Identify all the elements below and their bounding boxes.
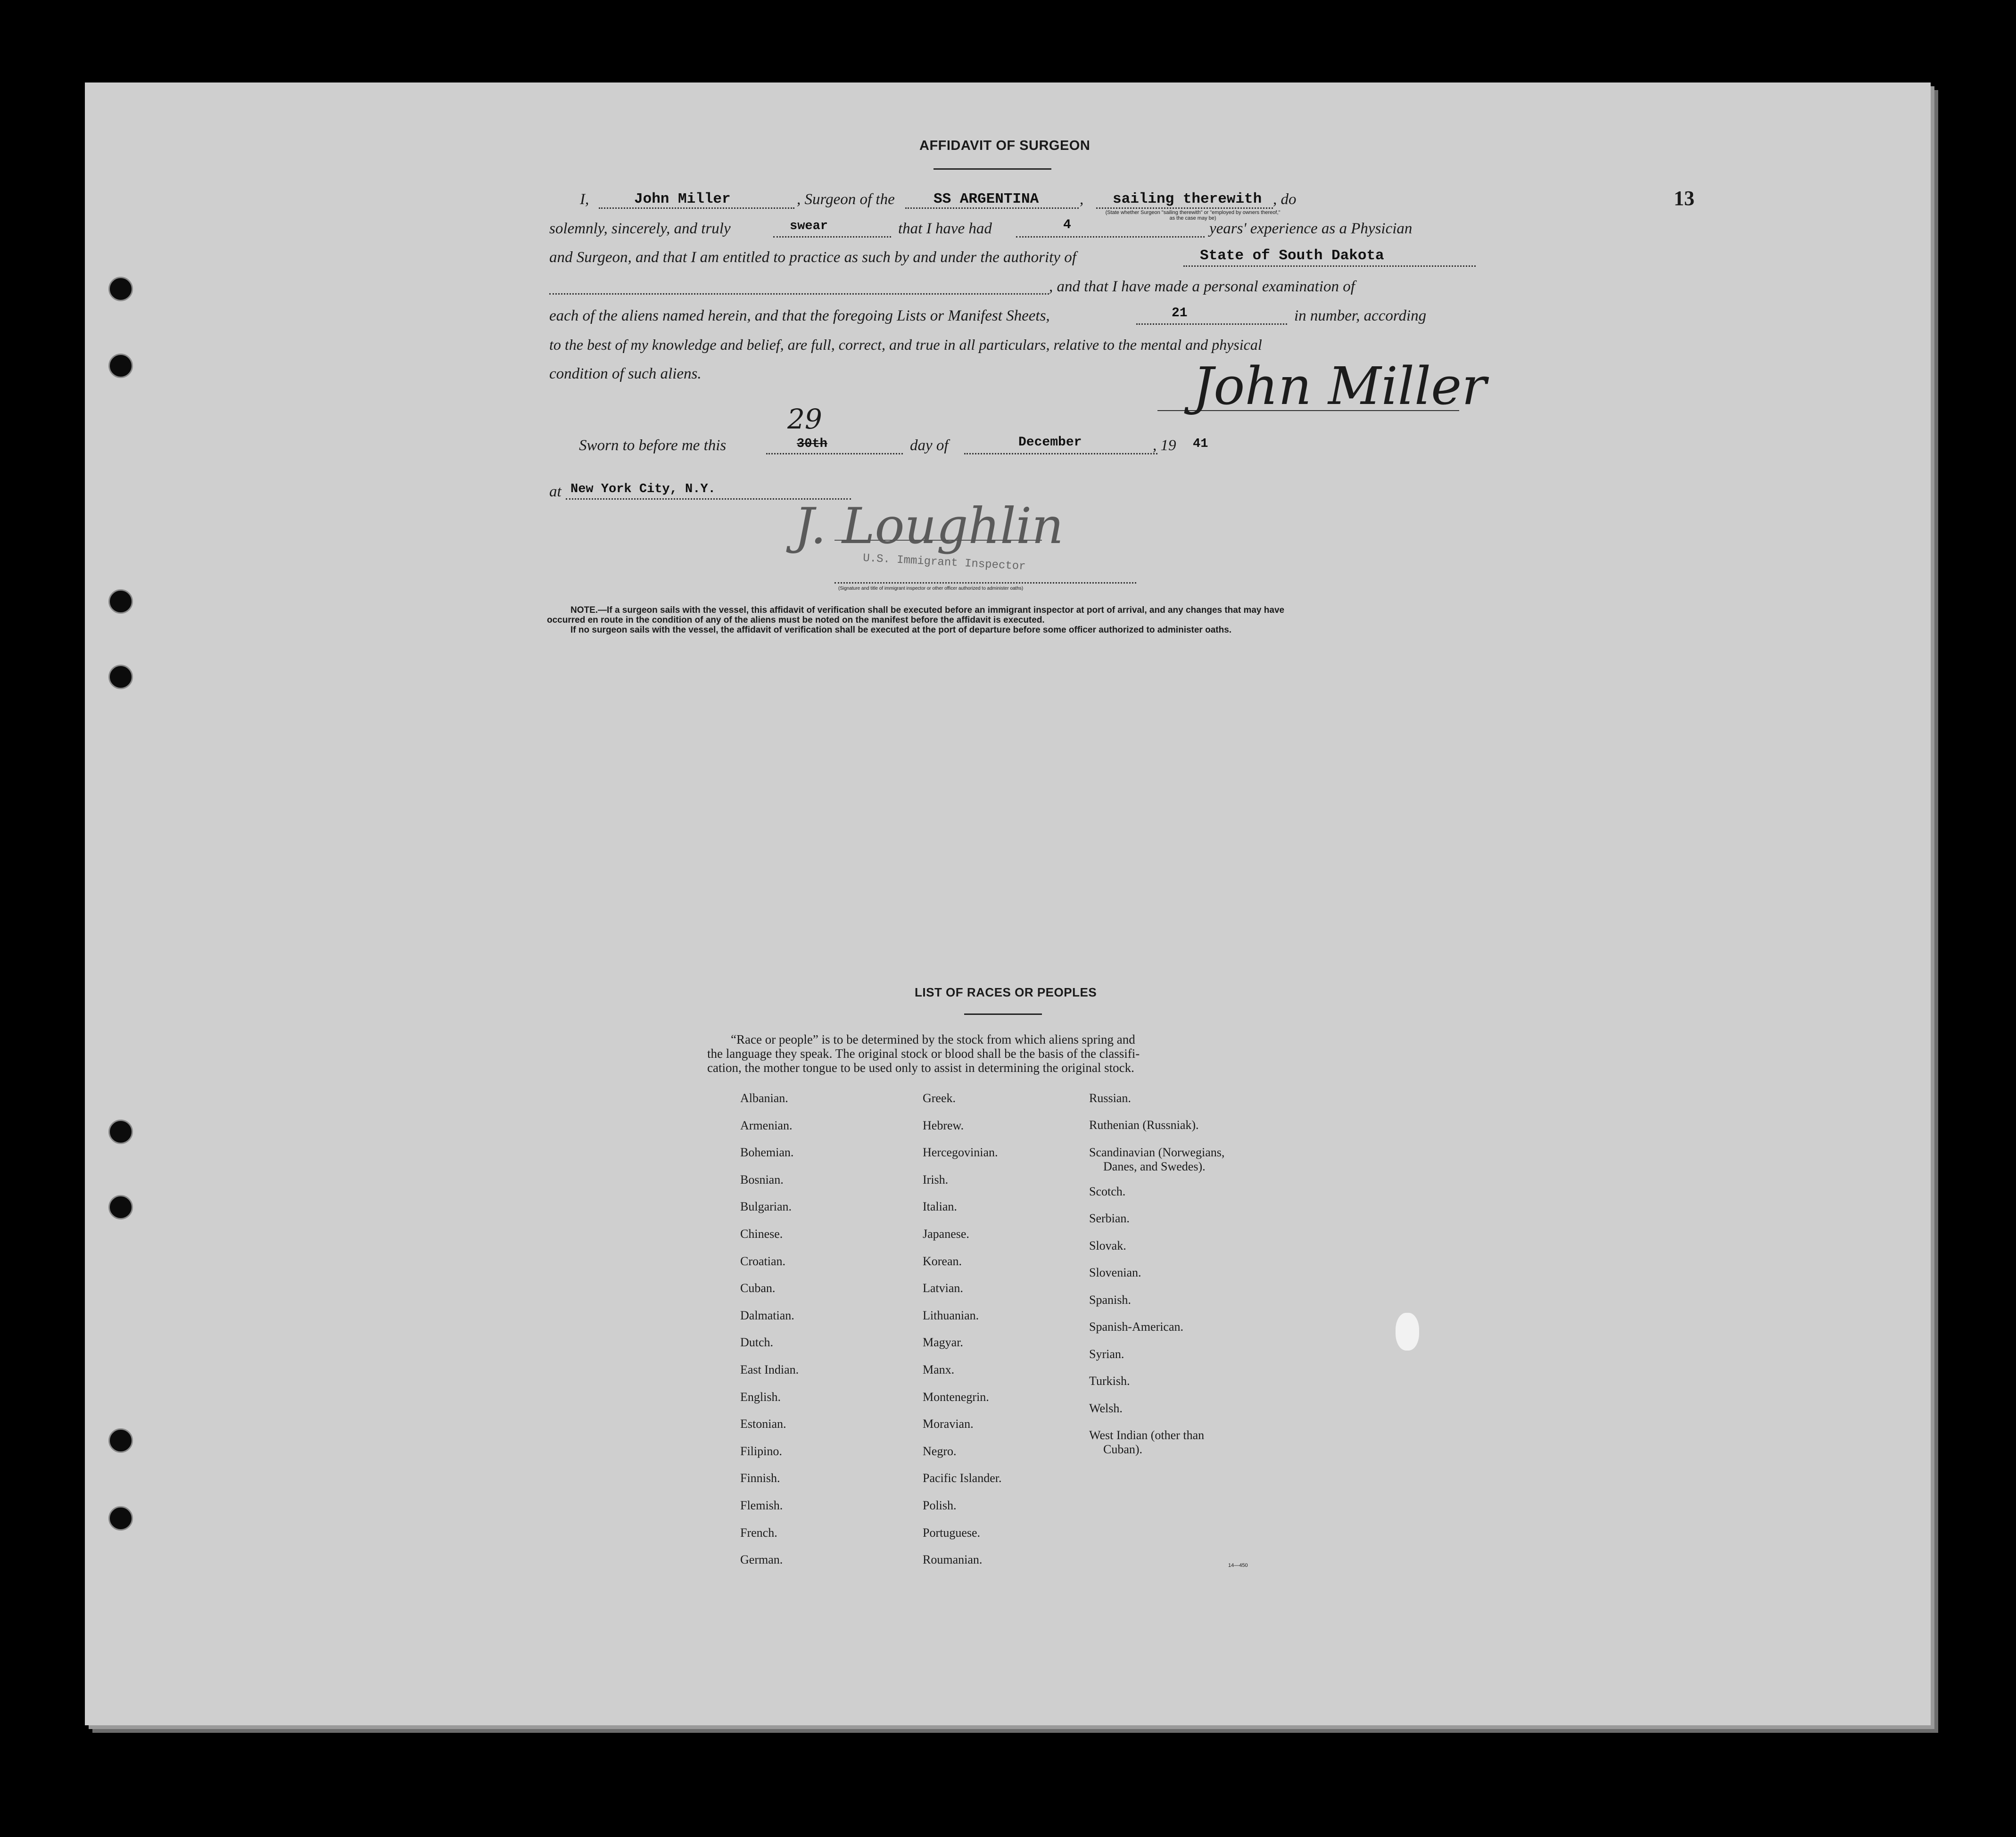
- binder-hole: [108, 1195, 133, 1219]
- race-list-item: Slovenian.: [1089, 1266, 1141, 1279]
- race-list-item: Roumanian.: [923, 1553, 983, 1567]
- race-list-item: Manx.: [923, 1363, 955, 1376]
- race-list-item: Serbian.: [1089, 1211, 1130, 1225]
- race-list-item: Bosnian.: [740, 1172, 784, 1186]
- years-experience-field: 4: [1063, 218, 1071, 232]
- inspector-stamp: U.S. Immigrant Inspector: [862, 552, 1026, 574]
- race-list-item: Hebrew.: [923, 1118, 964, 1132]
- affidavit-text: at: [549, 483, 562, 500]
- race-list-item: English.: [740, 1390, 781, 1404]
- sworn-day-typed: 30th: [797, 437, 827, 451]
- affidavit-text: , and that I have made a personal examination of: [1049, 278, 1355, 295]
- field-line: [549, 293, 1049, 295]
- race-list-item: Lithuanian.: [923, 1308, 979, 1322]
- race-list-item: Welsh.: [1089, 1401, 1123, 1415]
- binder-hole: [108, 589, 133, 614]
- race-list-item: Dutch.: [740, 1335, 774, 1350]
- title-underline: [934, 168, 1051, 170]
- sworn-day-handwritten: 29: [787, 403, 822, 435]
- affidavit-text: I,: [580, 191, 589, 208]
- race-list-item: Japanese.: [923, 1227, 969, 1241]
- inspector-signature: J. Loughlin: [794, 497, 1064, 555]
- race-list-item: Croatian.: [740, 1254, 786, 1268]
- race-list-item: Pacific Islander.: [923, 1471, 1002, 1485]
- race-list-item: Armenian.: [740, 1118, 793, 1132]
- binder-hole: [108, 277, 133, 301]
- race-list-item: West Indian (other than: [1089, 1428, 1205, 1442]
- field-line: [1016, 236, 1205, 238]
- race-list-item: Turkish.: [1089, 1374, 1130, 1388]
- race-list-item: Chinese.: [740, 1227, 783, 1241]
- race-list-item: Dalmatian.: [740, 1308, 794, 1322]
- race-list-item: Cuban.: [740, 1281, 776, 1295]
- race-list-item: Estonian.: [740, 1417, 786, 1431]
- ship-name-field: SS ARGENTINA: [934, 191, 1039, 207]
- sworn-year: 41: [1193, 437, 1208, 451]
- affidavit-text: , 19: [1153, 437, 1176, 454]
- affidavit-text: that I have had: [898, 220, 992, 237]
- affidavit-text: and Surgeon, and that I am entitled to practice as such by and under the authority of: [549, 249, 1076, 266]
- affidavit-text: Sworn to before me this: [579, 437, 727, 454]
- sworn-month: December: [1018, 435, 1082, 450]
- place-field: New York City, N.Y.: [570, 482, 716, 496]
- race-list-item: Portuguese.: [923, 1525, 981, 1540]
- binder-hole: [108, 1120, 133, 1144]
- race-list-item: Greek.: [923, 1091, 956, 1105]
- surgeon-name-field: John Miller: [634, 191, 731, 207]
- affidavit-text: each of the aliens named herein, and that the foregoing Lists or Manifest Sheets,: [549, 307, 1050, 324]
- race-list-item: Moravian.: [923, 1417, 974, 1431]
- field-line: [1136, 323, 1287, 325]
- race-list-item: Scandinavian (Norwegians,: [1089, 1145, 1225, 1159]
- field-line: [964, 453, 1157, 454]
- race-list-item: Flemish.: [740, 1499, 783, 1512]
- race-list-item: Korean.: [923, 1254, 962, 1268]
- note-text: occurred en route in the condition of any of the aliens must be noted on the manifest before the affidavit is executed.: [547, 615, 1045, 625]
- affidavit-text: day of: [910, 437, 949, 454]
- race-list-item: Spanish-American.: [1089, 1320, 1184, 1334]
- race-list-item: East Indian.: [740, 1363, 799, 1376]
- oath-field: swear: [790, 219, 828, 233]
- paper-blemish: [1396, 1313, 1419, 1351]
- inspector-caption: (Signature and title of immigrant inspector or other officer authorized to administer oaths): [838, 586, 1024, 591]
- affidavit-text: , Surgeon of the: [797, 191, 895, 208]
- race-list-item: Hercegovinian.: [923, 1145, 998, 1160]
- field-line: [1096, 207, 1273, 209]
- race-list-item: Scotch.: [1089, 1185, 1126, 1198]
- field-line: [773, 236, 891, 238]
- affidavit-text: years' experience as a Physician: [1209, 220, 1413, 237]
- authority-field: State of South Dakota: [1200, 247, 1384, 264]
- races-intro-line: the language they speak. The original stock or blood shall be the basis of the classifi-: [707, 1046, 1140, 1061]
- race-list-item: Russian.: [1089, 1091, 1131, 1105]
- race-list-item: Bohemian.: [740, 1145, 794, 1160]
- race-list-item: Albanian.: [740, 1091, 788, 1105]
- race-list-item: Negro.: [923, 1444, 957, 1458]
- note-text: If no surgeon sails with the vessel, the affidavit of verification shall be executed at the port of departure before some officer authorized to administer oaths.: [570, 625, 1232, 635]
- race-list-item: Italian.: [923, 1200, 957, 1214]
- surgeon-signature: John Miller: [1193, 356, 1487, 416]
- race-list-item: Filipino.: [740, 1444, 782, 1458]
- surgeon-status-field: sailing therewith: [1113, 191, 1262, 207]
- affidavit-title: AFFIDAVIT OF SURGEON: [919, 138, 1091, 153]
- form-number: 14—450: [1228, 1563, 1248, 1568]
- race-list-item: Magyar.: [923, 1335, 963, 1350]
- races-intro-line: “Race or people” is to be determined by the stock from which aliens spring and: [731, 1032, 1135, 1046]
- affidavit-text: solemnly, sincerely, and truly: [549, 220, 731, 237]
- race-list-item: Bulgarian.: [740, 1200, 792, 1214]
- race-list-item: Ruthenian (Russniak).: [1089, 1118, 1199, 1132]
- races-title-underline: [964, 1013, 1042, 1015]
- binder-hole: [108, 354, 133, 378]
- race-list-item: Spanish.: [1089, 1293, 1131, 1307]
- race-list-item: Cuban).: [1103, 1442, 1143, 1456]
- race-list-item: Danes, and Swedes).: [1103, 1160, 1206, 1173]
- sheet-count-field: 21: [1172, 306, 1188, 321]
- status-instruction: (State whether Surgeon "sailing therewith" or "employed by owners thereof," as the case may be): [1105, 210, 1281, 221]
- races-title: LIST OF RACES OR PEOPLES: [915, 985, 1097, 999]
- affidavit-text: to the best of my knowledge and belief, are full, correct, and true in all particulars, relative to the mental and physical: [549, 336, 1262, 353]
- binder-hole: [108, 665, 133, 689]
- note-text: NOTE.—If a surgeon sails with the vessel, this affidavit of verification shall be executed before an immigrant inspector at port of arrival, and any changes that may have: [570, 605, 1285, 615]
- affidavit-text: condition of such aliens.: [549, 365, 702, 382]
- field-line: [599, 207, 794, 209]
- affidavit-text: , do: [1273, 191, 1297, 208]
- race-list-item: Polish.: [923, 1499, 957, 1512]
- binder-hole: [108, 1506, 133, 1531]
- race-list-item: Irish.: [923, 1172, 949, 1186]
- field-line: [834, 582, 1136, 584]
- race-list-item: German.: [740, 1553, 783, 1567]
- affidavit-text: ,: [1080, 191, 1084, 208]
- field-line: [905, 207, 1079, 209]
- page-number: 13: [1674, 187, 1694, 210]
- race-list-item: Slovak.: [1089, 1239, 1126, 1252]
- race-list-item: Latvian.: [923, 1281, 963, 1295]
- document-page: [85, 82, 1931, 1725]
- race-list-item: Finnish.: [740, 1471, 780, 1485]
- binder-hole: [108, 1428, 133, 1453]
- field-line: [834, 540, 1042, 541]
- field-line: [1183, 265, 1476, 267]
- races-intro-line: cation, the mother tongue to be used only to assist in determining the original stock.: [707, 1061, 1134, 1075]
- field-line: [766, 453, 903, 454]
- race-list-item: Syrian.: [1089, 1347, 1124, 1361]
- race-list-item: Montenegrin.: [923, 1390, 989, 1404]
- affidavit-text: in number, according: [1294, 307, 1427, 324]
- race-list-item: French.: [740, 1525, 777, 1540]
